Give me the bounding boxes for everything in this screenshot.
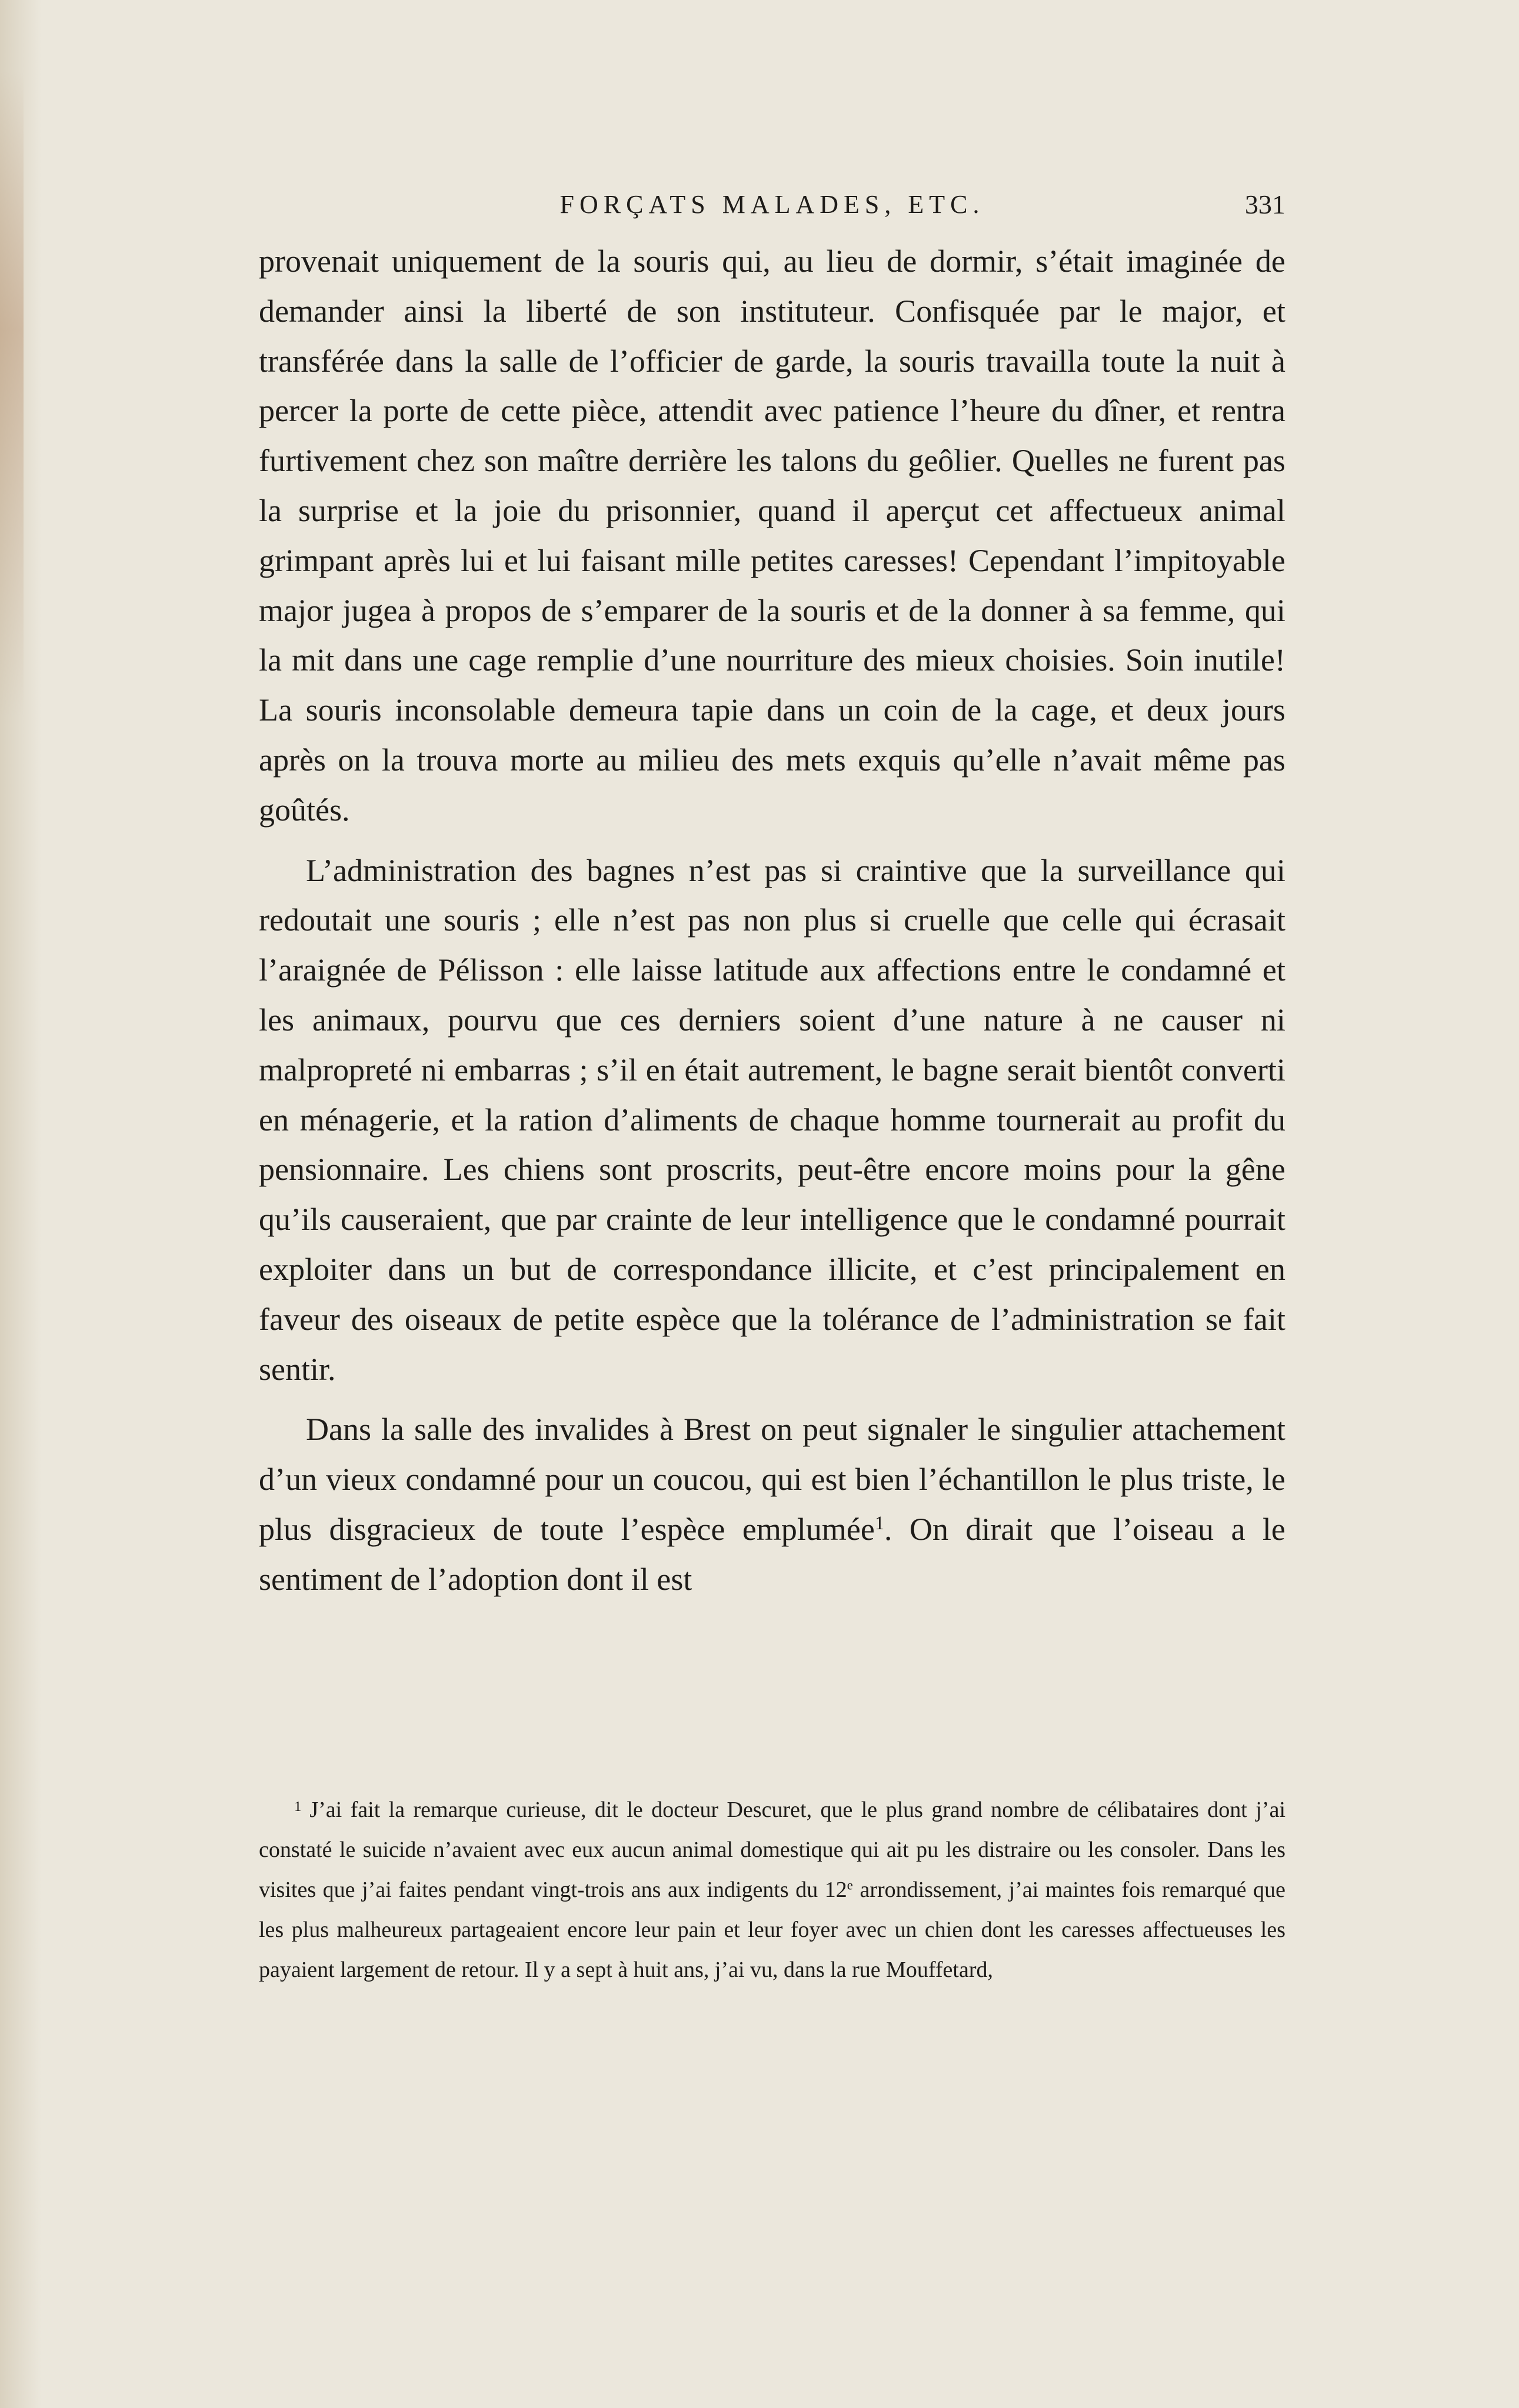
footnote-reference: 1 [874, 1513, 885, 1535]
paragraph-3 [259, 1405, 1285, 1604]
running-head [259, 187, 1285, 222]
paragraph-1: provenait uniquement de la souris qui, au lieu de dormir, s’était imaginée de demander ainsi la liberté de son instituteur. Confisquée par le major, et transférée dans la salle de l’officier de garde, la souris travailla toute la nuit à percer la porte de cette pièce, attendit avec patience l’heure du dîner, et rentra furtivement chez son maître derrière les talons du geôlier. Quelles ne furent pas la surprise et la joie du prisonnier, quand il aperçut cet affectueux animal grimpant après lui et lui faisant mille petites caresses! Cependant l’impitoyable major jugea à propos de s’emparer de la souris et de la donner à sa femme, qui la mit dans une cage remplie d’une nourriture des mieux choisies. Soin inutile! La souris inconsolable demeura tapie dans un coin de la cage, et deux jours après on la trouva morte au milieu des mets exquis qu’elle n’avait même pas goûtés. [259, 244, 1285, 828]
footnote-text-continued: arrondissement, j’ai maintes fois remarqué que les plus malheureux partageaient encore leur pain et leur foyer avec un chien dont les caresses affectueuses les payaient largement de retour. Il y a sept à huit ans, j’ai vu, dans la rue Mouffetard, [259, 1877, 1285, 1982]
paragraph-3-text: Dans la salle des invalides à Brest on peut signaler le singulier attachement d’un vieux condamné pour un coucou, qui est bien l’échantillon le plus triste, le plus disgracieux de toute l’espèce emplumée [259, 1412, 1285, 1547]
footnote-1 [259, 1787, 1285, 1990]
paper-stain [0, 71, 24, 718]
running-title: FORÇATS MALADES, ETC. [559, 190, 985, 219]
footnote-marker: 1 [294, 1799, 302, 1815]
footnote-text: J’ai fait la remarque curieuse, dit le docteur Descuret, que le plus grand nombre de célibataires dont j’ai constaté le suicide n’avaient avec eux aucun animal domestique qui ait pu les distraire ou les consoler. Dans les visites que j’ai faites pendant vingt-trois ans aux indigents du 12 [259, 1797, 1285, 1902]
body-text [259, 236, 1285, 1605]
paragraph-2: L’administration des bagnes n’est pas si craintive que la surveillance qui redoutait une souris ; elle n’est pas non plus si cruelle que celle qui écrasait l’araignée de Pélisson : elle laisse latitude aux affections entre le condamné et les animaux, pourvu que ces derniers soient d’une nature à ne causer ni malpropreté ni embarras ; s’il en était autrement, le bagne serait bientôt converti en ménagerie, et la ration d’aliments de chaque homme tournerait au profit du pensionnaire. Les chiens sont proscrits, peut-être encore moins pour la gêne qu’ils causeraient, que par crainte de leur intelligence que le condamné pourrait exploiter dans un but de correspondance illicite, et c’est principalement en faveur des oiseaux de petite espèce que la tolérance de l’administration se fait sentir. [259, 852, 1285, 1387]
page-number: 331 [1245, 189, 1285, 219]
paragraph-3-text-continued: . On dirait que l’oiseau a le sentiment de l’adoption dont il est [259, 1511, 1285, 1597]
footnotes [259, 1787, 1285, 1990]
footnote-superscript: e [847, 1877, 853, 1893]
